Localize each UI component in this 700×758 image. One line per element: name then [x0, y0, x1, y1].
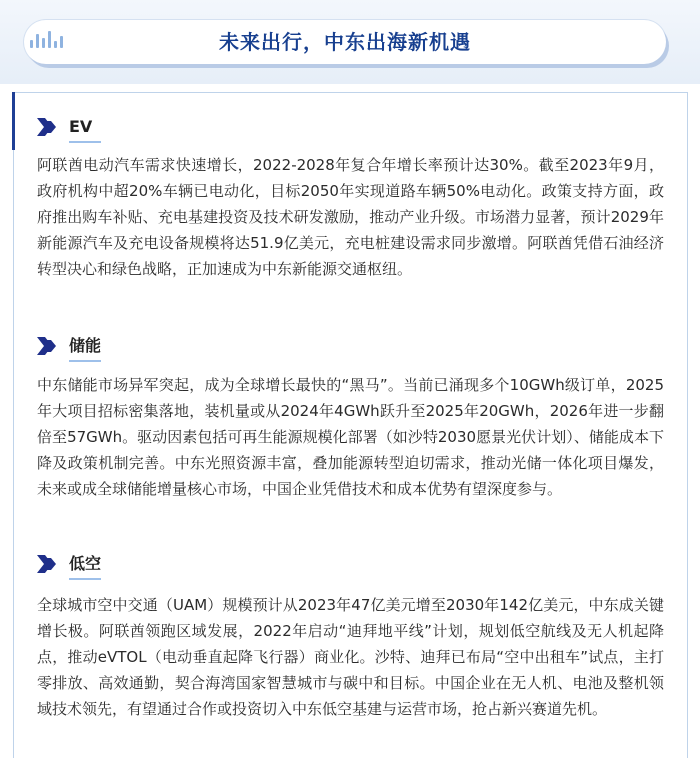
section-title-storage: 储能	[69, 336, 102, 355]
section-storage-header	[37, 336, 101, 356]
section-ev-header	[37, 117, 92, 137]
section-title-low-altitude: 低空	[69, 554, 102, 573]
section-underline	[69, 360, 101, 362]
double-chevron-icon	[37, 117, 59, 137]
double-chevron-icon	[37, 336, 59, 356]
page-title: 未来出行，中东出海新机遇	[219, 30, 471, 54]
panel-accent-bar	[12, 92, 15, 150]
section-underline	[69, 141, 101, 143]
section-body-low-altitude: 全球城市空中交通（UAM）规模预计从2023年47亿美元增至2030年142亿美元，中东成关键增长极。阿联酋领跑区域发展，2022年启动“迪拜地平线”计划，规划低空航线及无人机起降点，推动eVTOL（电动垂直起降飞行器）商业化。沙特、迪拜已布局“空中出租车”试点，主打零排放、高效通勤，契合海湾国家智慧城市与碳中和目标。中国企业在无人机、电池及整机领域技术领先，有望通过合作或投资切入中东低空基建与运营市场，抢占新兴赛道先机。	[37, 596, 664, 718]
double-chevron-icon	[37, 554, 59, 574]
section-title-ev: EV	[69, 117, 93, 136]
section-low-altitude-header	[37, 554, 101, 574]
section-body-storage: 中东储能市场异军突起，成为全球增长最快的“黑马”。当前已涌现多个10GWh级订单，2025年大项目招标密集落地，装机量或从2024年4GWh跃升至2025年20GWh，2026年进一步翻倍至57GWh。驱动因素包括可再生能源规模化部署（如沙特2030愿景光伏计划）、储能成本下降及政策机制完善。中东光照资源丰富，叠加能源转型迫切需求，推动光储一体化项目爆发，未来或成全球储能增量核心市场，中国企业凭借技术和成本优势有望深度参与。	[37, 376, 664, 498]
section-body-ev: 阿联酋电动汽车需求快速增长，2022-2028年复合年增长率预计达30%。截至2023年9月，政府机构中超20%车辆已电动化，目标2050年实现道路车辆50%电动化。政策支持方面，政府推出购车补贴、充电基建投资及技术研发激励，推动产业升级。市场潜力显著，预计2029年新能源汽车及充电设备规模将达51.9亿美元，充电桩建设需求同步激增。阿联酋凭借石油经济转型决心和绿色战略，正加速成为中东新能源交通枢纽。	[37, 156, 664, 278]
section-underline	[69, 578, 101, 580]
